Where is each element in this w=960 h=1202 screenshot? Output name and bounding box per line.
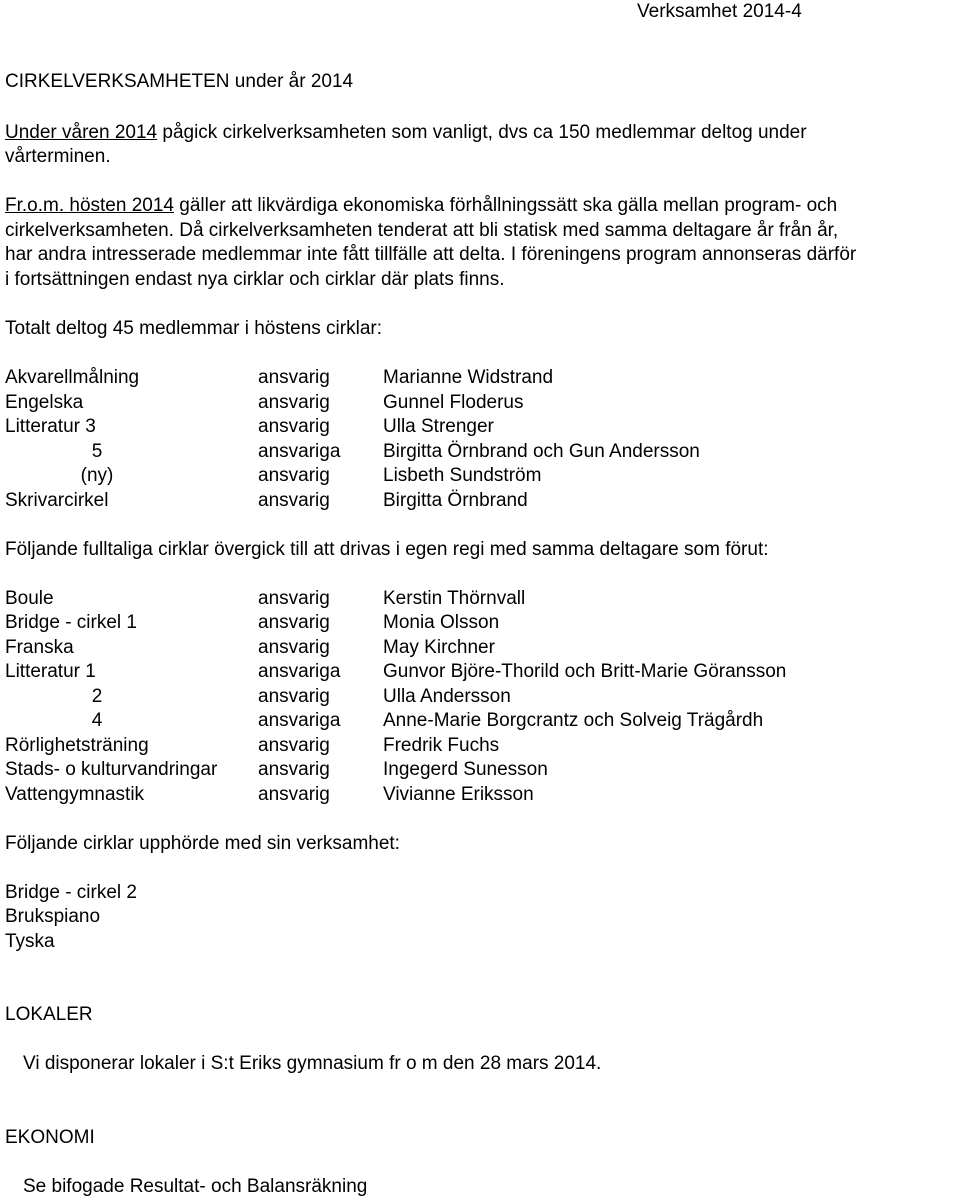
circle-name: (ny) [80,465,114,486]
circle-name: Boule [5,588,54,609]
autumn-underlined: Fr.o.m. hösten 2014 [5,195,174,216]
autumn-line: cirkelverksamheten. Då cirkelverksamheten tenderat att bli statisk med samma deltagare år från år, [5,220,839,241]
circle-role: ansvarig [258,490,330,511]
circle-role: ansvarig [258,637,330,658]
circle-role: ansvarig [258,367,330,388]
section-title: CIRKELVERKSAMHETEN under år 2014 [5,71,354,92]
circle-person: Gunnel Floderus [383,392,524,413]
autumn-line: i fortsättningen endast nya cirklar och cirklar där plats finns. [5,269,505,290]
circle-person: Lisbeth Sundström [383,465,542,486]
circle-role: ansvarig [258,686,330,707]
circle-person: Ulla Andersson [383,686,511,707]
total-text: Totalt deltog 45 medlemmar i höstens cirklar: [5,318,382,339]
circle-name: Franska [5,637,74,658]
ended-item: Bridge - cirkel 2 [5,882,137,903]
circle-name: Litteratur 3 [5,416,96,437]
selfrun-intro: Följande fulltaliga cirklar övergick till att drivas i egen regi med samma deltagare som förut: [5,539,769,560]
ekonomi-heading: EKONOMI [5,1127,95,1148]
circle-person: Gunvor Björe-Thorild och Britt-Marie Göransson [383,661,787,682]
circle-name: Vattengymnastik [5,784,145,805]
circle-name: 2 [91,686,103,707]
spring-paragraph [5,121,807,145]
circle-person: Ingegerd Sunesson [383,759,548,780]
circle-role: ansvarig [258,784,330,805]
ekonomi-text: Se bifogade Resultat- och Balansräkning [23,1176,368,1197]
circle-person: Anne-Marie Borgcrantz och Solveig Trägårdh [383,710,764,731]
circle-role: ansvarig [258,759,330,780]
circle-person: Ulla Strenger [383,416,494,437]
autumn-paragraph-line-1 [5,194,837,218]
circle-name: Litteratur 1 [5,661,96,682]
circle-person: Fredrik Fuchs [383,735,500,756]
lokaler-text: Vi disponerar lokaler i S:t Eriks gymnasium fr o m den 28 mars 2014. [23,1053,602,1074]
spring-rest: pågick cirkelverksamheten som vanligt, dvs ca 150 medlemmar deltog under [157,122,807,143]
ended-item: Tyska [5,931,55,952]
circle-name: 4 [91,710,103,731]
circle-name: Rörlighetsträning [5,735,149,756]
circle-person: Birgitta Örnbrand och Gun Andersson [383,441,700,462]
circle-name: Bridge - cirkel 1 [5,612,137,633]
ended-item: Brukspiano [5,906,101,927]
circle-name: Akvarellmålning [5,367,140,388]
circle-role: ansvarig [258,392,330,413]
circle-person: Monia Olsson [383,612,500,633]
ended-intro: Följande cirklar upphörde med sin verksamhet: [5,833,400,854]
circle-person: May Kirchner [383,637,495,658]
circle-name: 5 [91,441,103,462]
circle-name: Engelska [5,392,84,413]
circle-name: Stads- o kulturvandringar [5,759,218,780]
circle-name: Skrivarcirkel [5,490,109,511]
circle-role: ansvariga [258,441,341,462]
spring-underlined: Under våren 2014 [5,122,158,143]
circle-role: ansvarig [258,735,330,756]
circle-person: Kerstin Thörnvall [383,588,526,609]
page-header: Verksamhet 2014-4 [637,1,802,22]
circle-person: Birgitta Örnbrand [383,490,528,511]
spring-line-2: vårterminen. [5,146,111,167]
lokaler-heading: LOKALER [5,1004,93,1025]
circle-role: ansvarig [258,588,330,609]
circle-role: ansvarig [258,416,330,437]
circle-person: Marianne Widstrand [383,367,554,388]
circle-role: ansvariga [258,710,341,731]
circle-person: Vivianne Eriksson [383,784,534,805]
autumn-line: har andra intresserade medlemmar inte fått tillfälle att delta. I föreningens program annonseras därför [5,244,857,265]
circle-role: ansvarig [258,612,330,633]
autumn-line: gäller att likvärdiga ekonomiska förhållningssätt ska gälla mellan program- och [174,195,838,216]
circle-role: ansvarig [258,465,330,486]
circle-role: ansvariga [258,661,341,682]
